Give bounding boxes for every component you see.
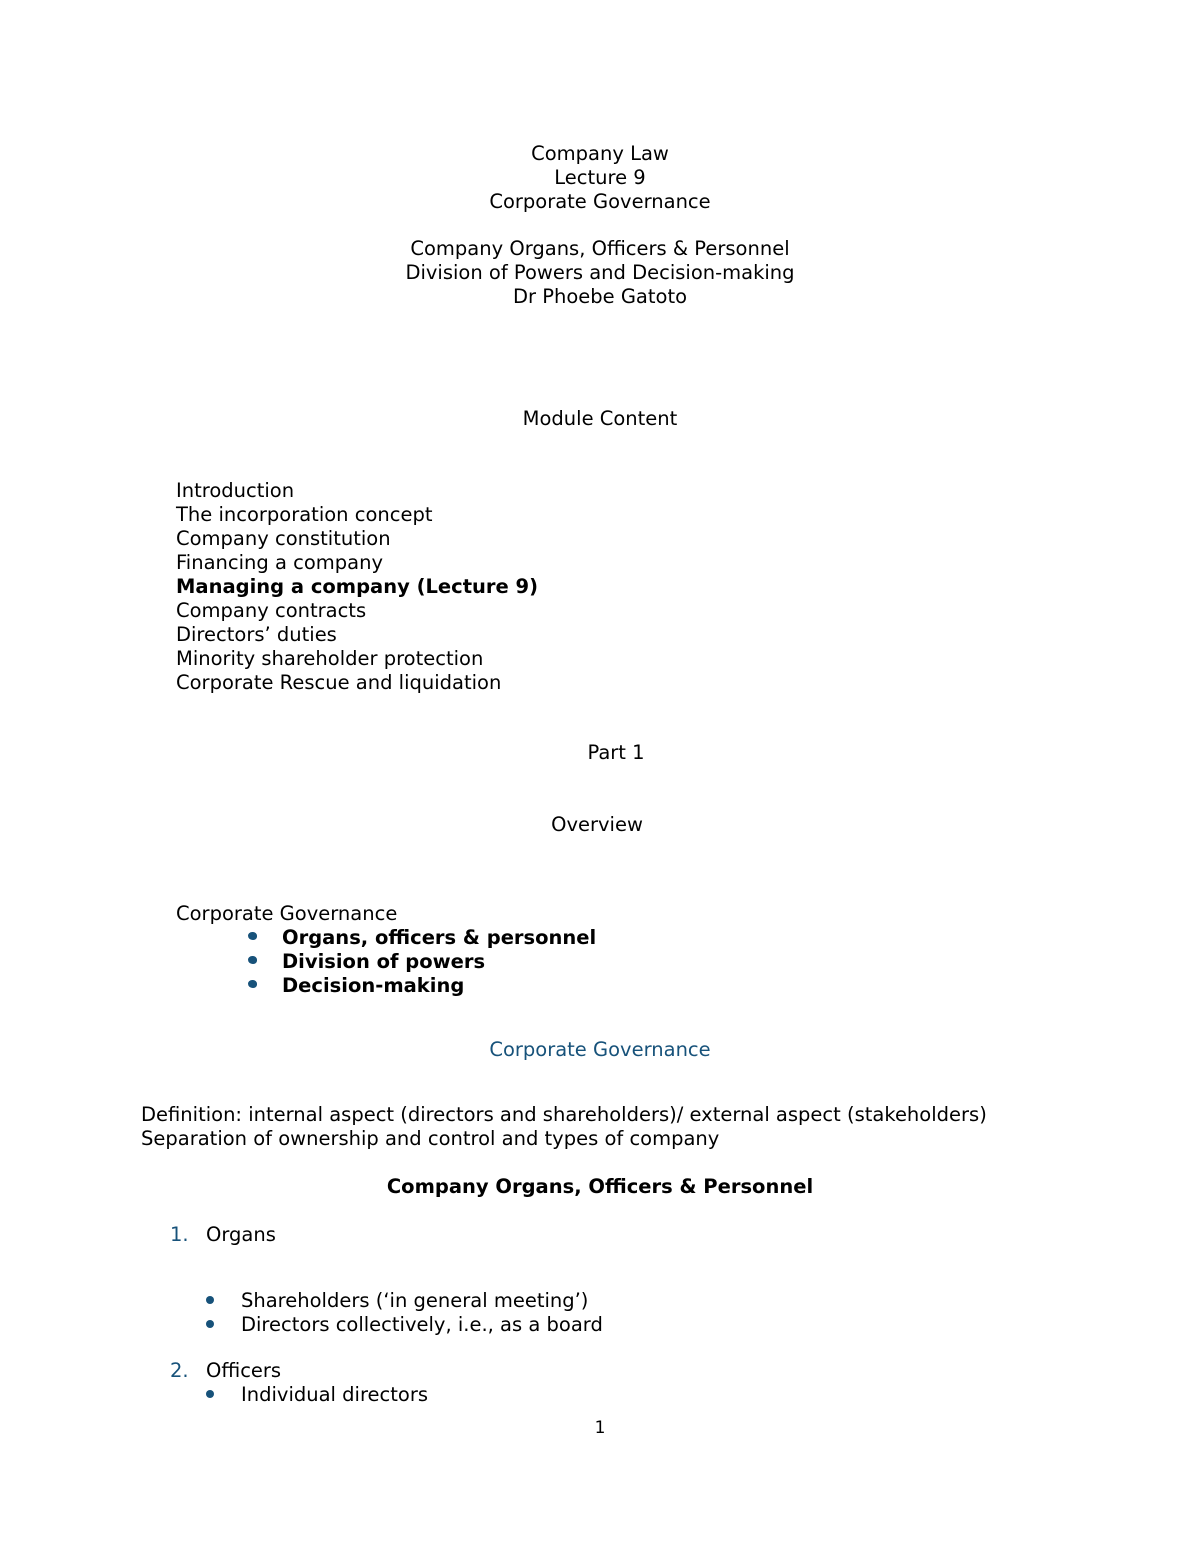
section-heading-corporate-governance: Corporate Governance	[489, 1038, 711, 1061]
subtitle-organs: Company Organs, Officers & Personnel	[410, 237, 790, 260]
module-item: Company constitution	[176, 527, 391, 550]
organs-bullet: Directors collectively, i.e., as a board	[241, 1313, 603, 1336]
module-item: Financing a company	[176, 551, 383, 574]
bullet-icon	[206, 1296, 214, 1304]
list-number: 2.	[170, 1359, 189, 1382]
part-label: Part 1	[587, 741, 645, 764]
module-item: Introduction	[176, 479, 295, 502]
page-number: 1	[594, 1418, 606, 1438]
module-item-current: Managing a company (Lecture 9)	[176, 575, 539, 598]
section-heading-organs: Company Organs, Officers & Personnel	[386, 1175, 814, 1198]
bullet-icon	[248, 980, 257, 988]
author: Dr Phoebe Gatoto	[512, 285, 688, 308]
separation-text: Separation of ownership and control and types of company	[141, 1127, 720, 1150]
definition-text: Definition: internal aspect (directors and shareholders)/ external aspect (stakeholders)	[141, 1103, 987, 1126]
module-item: The incorporation concept	[176, 503, 433, 526]
lecture-number: Lecture 9	[554, 166, 646, 189]
officers-bullet: Individual directors	[241, 1383, 429, 1406]
overview-heading: Overview	[551, 813, 643, 836]
module-item: Corporate Rescue and liquidation	[176, 671, 502, 694]
numbered-item-officers: Officers	[206, 1359, 282, 1382]
module-content-heading: Module Content	[522, 407, 678, 430]
bullet-icon	[206, 1390, 214, 1398]
bullet-icon	[248, 932, 257, 940]
overview-bullet: Decision-making	[282, 974, 465, 997]
organs-bullet: Shareholders (‘in general meeting’)	[241, 1289, 589, 1312]
overview-bullet: Division of powers	[282, 950, 486, 973]
overview-list-heading: Corporate Governance	[176, 902, 398, 925]
numbered-item-organs: Organs	[206, 1223, 276, 1246]
doc-title: Company Law	[531, 142, 669, 165]
module-item: Directors’ duties	[176, 623, 337, 646]
bullet-icon	[248, 956, 257, 964]
subtitle-division: Division of Powers and Decision-making	[405, 261, 795, 284]
module-item: Minority shareholder protection	[176, 647, 484, 670]
list-number: 1.	[170, 1223, 189, 1246]
lecture-topic: Corporate Governance	[489, 190, 711, 213]
overview-bullet: Organs, officers & personnel	[282, 926, 597, 949]
module-item: Company contracts	[176, 599, 367, 622]
bullet-icon	[206, 1320, 214, 1328]
